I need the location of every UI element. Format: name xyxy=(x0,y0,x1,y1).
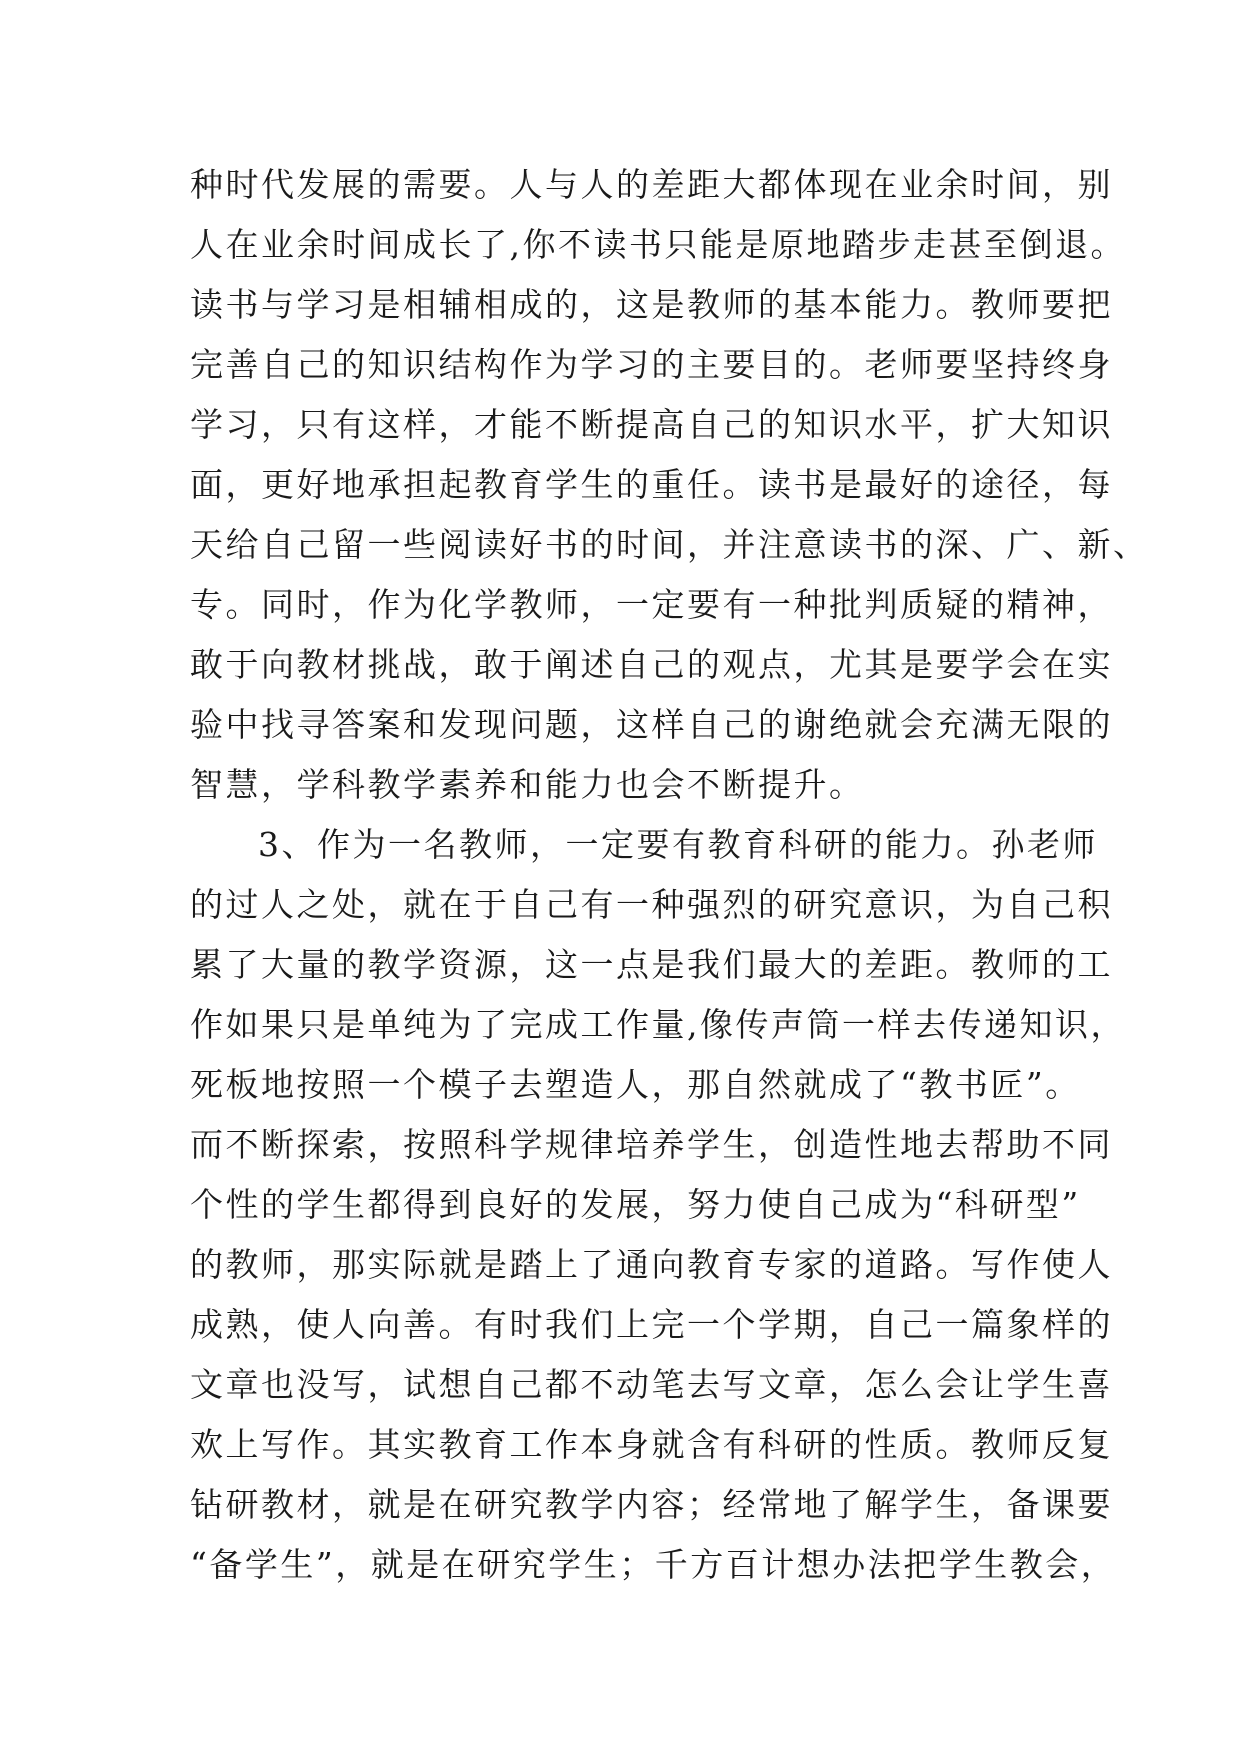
text-line: 而不断探索，按照科学规律培养学生，创造性地去帮助不同 xyxy=(190,1125,1113,1164)
text-line: 死板地按照一个模子去塑造人，那自然就成了“教书匠”。 xyxy=(190,1065,1081,1104)
text-line: 个性的学生都得到良好的发展，努力使自己成为“科研型” xyxy=(190,1185,1081,1224)
body-text xyxy=(190,155,1149,1595)
paragraph-start-line: 3、作为一名教师，一定要有教育科研的能力。孙老师 xyxy=(258,825,1098,864)
text-line: 作如果只是单纯为了完成工作量,像传声筒一样去传递知识， xyxy=(190,1005,1126,1044)
text-line: 的教师，那实际就是踏上了通向教育专家的道路。写作使人 xyxy=(190,1245,1113,1284)
text-line: 累了大量的教学资源，这一点是我们最大的差距。教师的工 xyxy=(190,945,1113,984)
text-line: 面，更好地承担起教育学生的重任。读书是最好的途径，每 xyxy=(190,465,1113,504)
text-line: 欢上写作。其实教育工作本身就含有科研的性质。教师反复 xyxy=(190,1425,1113,1464)
text-line: 完善自己的知识结构作为学习的主要目的。老师要坚持终身 xyxy=(190,345,1113,384)
text-line: 敢于向教材挑战，敢于阐述自己的观点，尤其是要学会在实 xyxy=(190,645,1113,684)
text-line: 成熟，使人向善。有时我们上完一个学期，自己一篇象样的 xyxy=(190,1305,1113,1344)
text-line: 的过人之处，就在于自己有一种强烈的研究意识，为自己积 xyxy=(190,885,1113,924)
text-line: 种时代发展的需要。人与人的差距大都体现在业余时间，别 xyxy=(190,165,1113,204)
text-line: 专。同时，作为化学教师，一定要有一种批判质疑的精神， xyxy=(190,585,1113,624)
text-line: 学习，只有这样，才能不断提高自己的知识水平，扩大知识 xyxy=(190,405,1113,444)
text-line: 天给自己留一些阅读好书的时间，并注意读书的深、广、新、 xyxy=(190,525,1149,564)
text-line: 钻研教材，就是在研究教学内容；经常地了解学生，备课要 xyxy=(190,1485,1113,1524)
text-line: “备学生”，就是在研究学生；千方百计想办法把学生教会， xyxy=(190,1545,1117,1584)
text-line: 人在业余时间成长了,你不读书只能是原地踏步走甚至倒退。 xyxy=(190,225,1126,264)
text-line: 智慧，学科教学素养和能力也会不断提升。 xyxy=(190,765,865,804)
text-line: 读书与学习是相辅相成的，这是教师的基本能力。教师要把 xyxy=(190,285,1113,324)
text-line: 文章也没写，试想自己都不动笔去写文章，怎么会让学生喜 xyxy=(190,1365,1113,1404)
text-line: 验中找寻答案和发现问题，这样自己的谢绝就会充满无限的 xyxy=(190,705,1113,744)
